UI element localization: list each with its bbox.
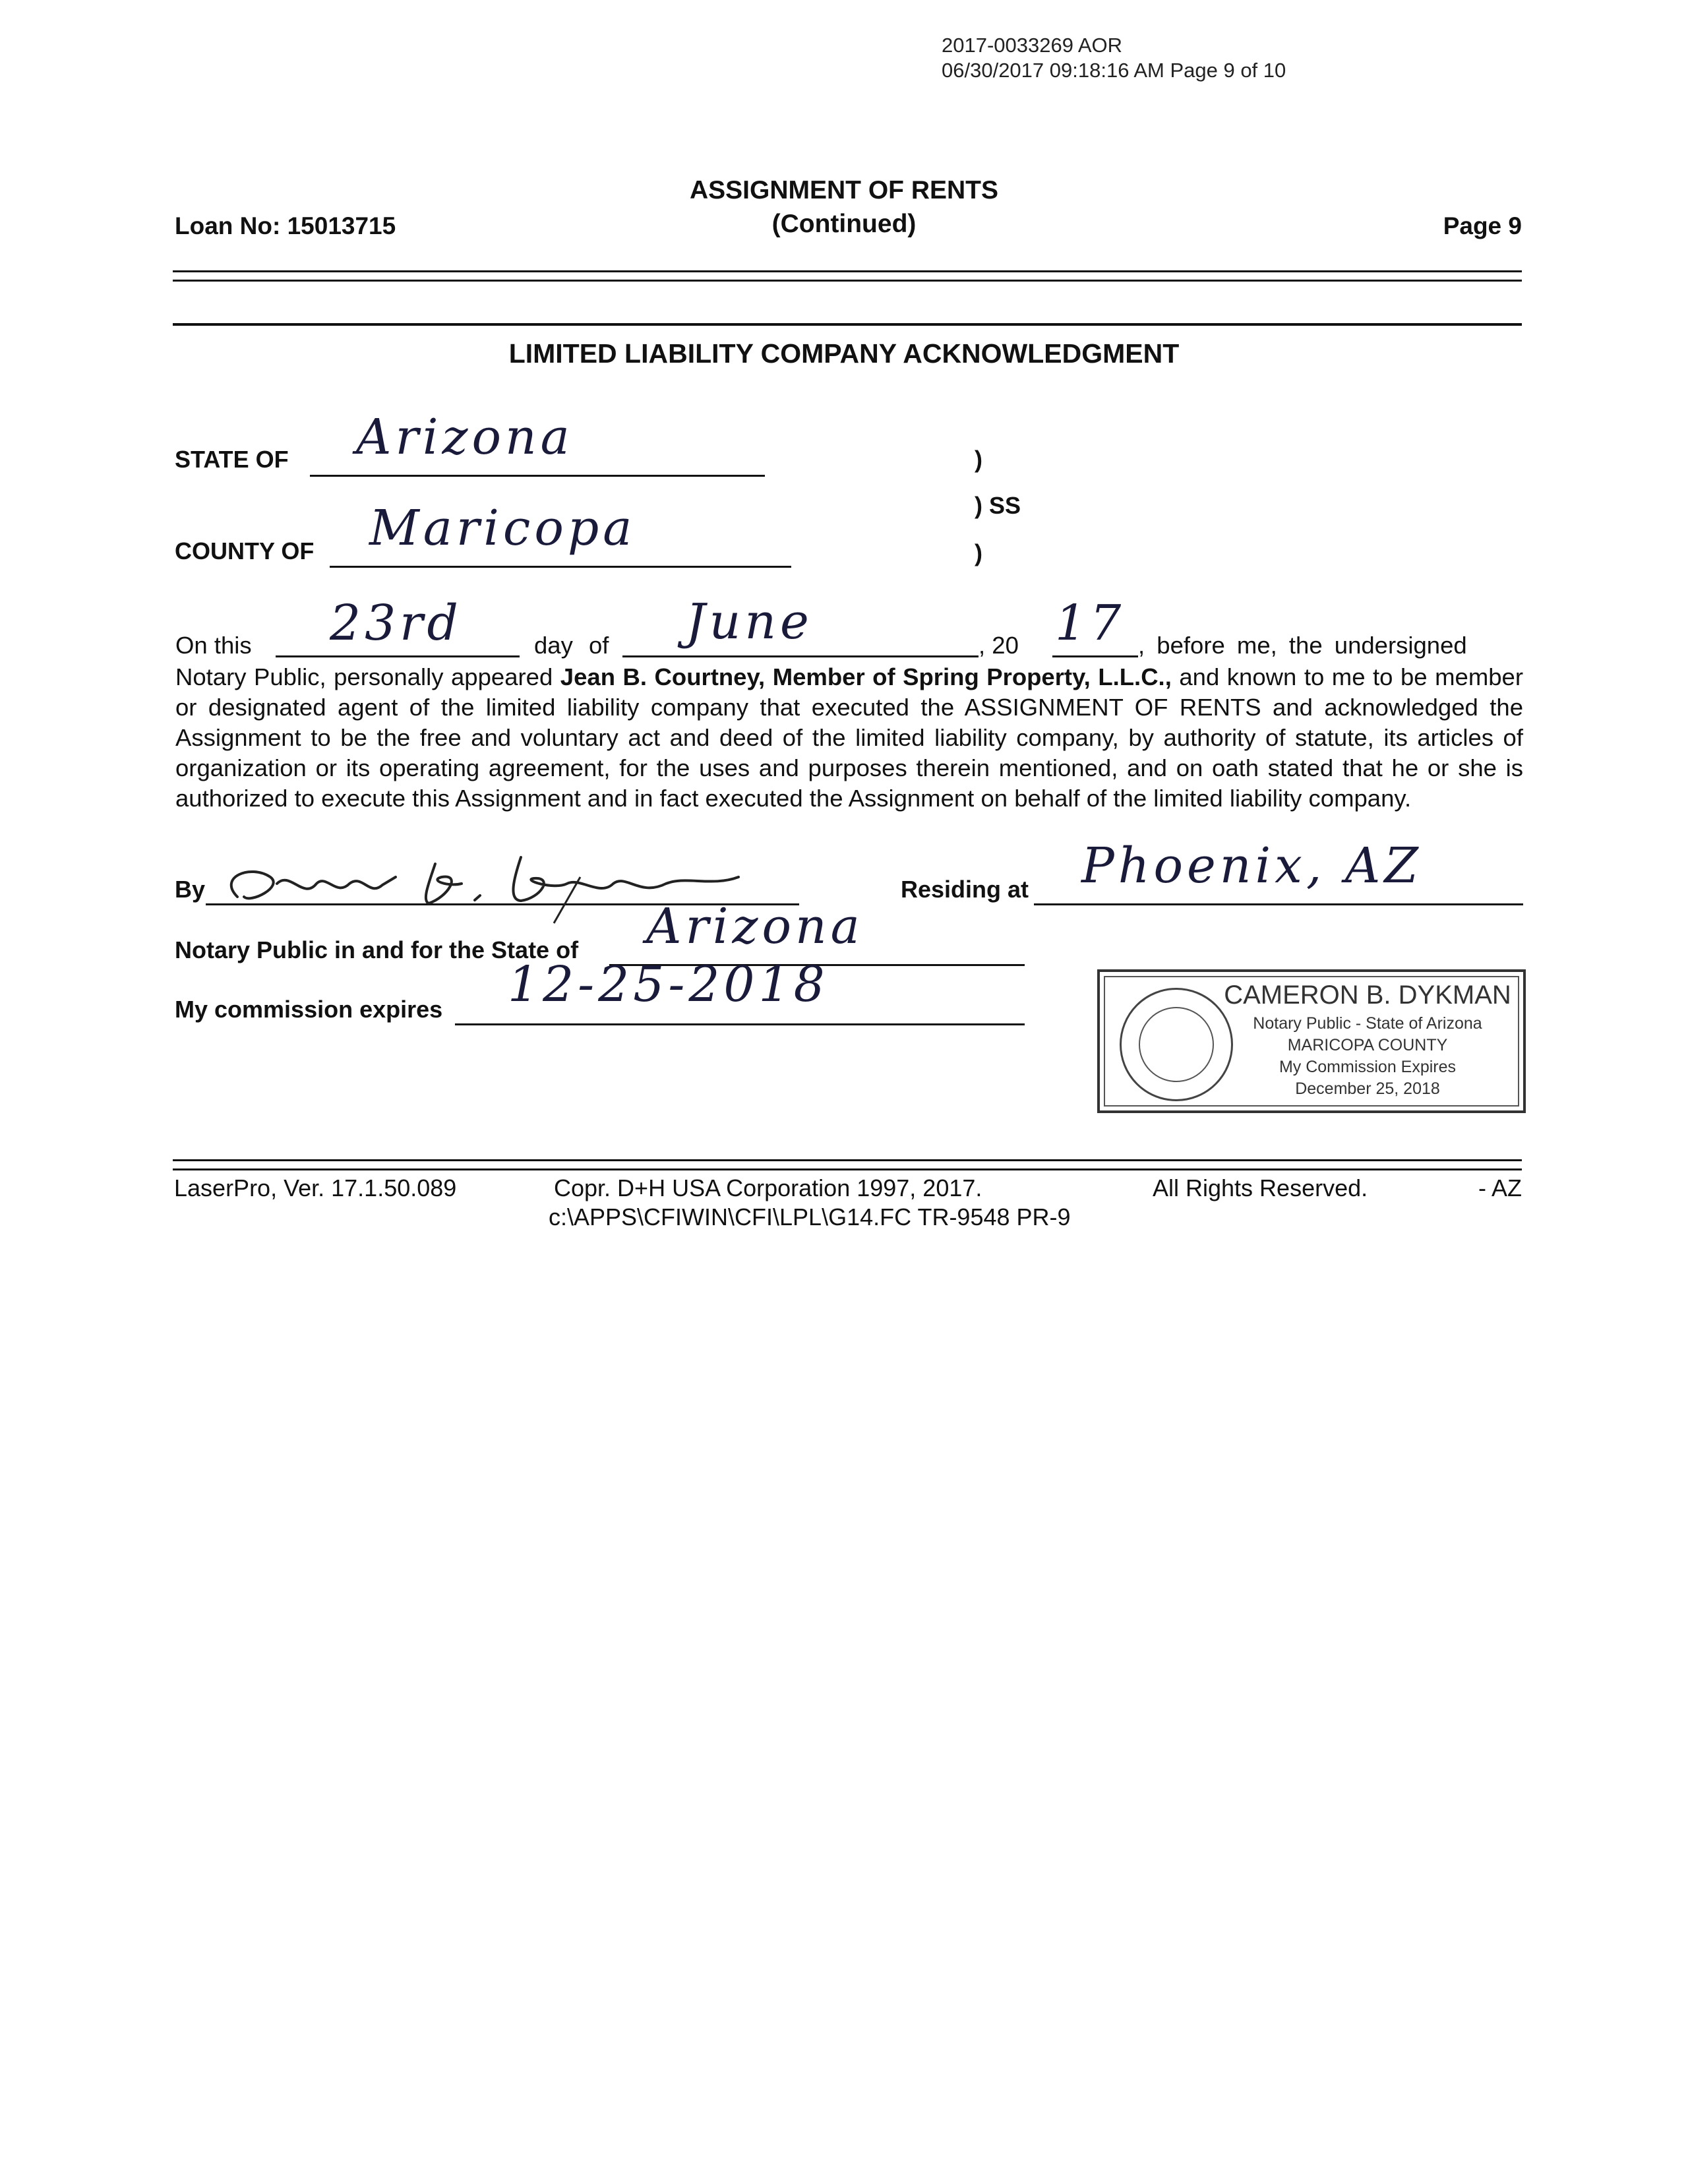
- recording-timestamp: 06/30/2017 09:18:16 AM Page 9 of 10: [942, 59, 1286, 82]
- state-label: STATE OF: [175, 446, 289, 473]
- footer-copyright: Copr. D+H USA Corporation 1997, 2017.: [554, 1174, 982, 1201]
- stamp-commission-label: My Commission Expires: [1279, 1058, 1457, 1076]
- notary-state-label: Notary Public in and for the State of: [175, 936, 579, 963]
- venue-paren-3: ): [975, 539, 982, 566]
- document-title: ASSIGNMENT OF RENTS: [689, 176, 999, 204]
- year-handwritten: 17: [1055, 595, 1126, 652]
- commission-label: My commission expires: [175, 996, 443, 1023]
- venue-paren-1: ): [975, 446, 982, 473]
- document-subtitle: (Continued): [771, 210, 917, 238]
- appeared-name: Jean B. Courtney, Member of Spring Property, L.L.C.,: [560, 663, 1172, 690]
- seal-inner-ring: [1139, 1007, 1214, 1082]
- notary-stamp: [1097, 969, 1526, 1113]
- footer-divider-top: [173, 1159, 1522, 1161]
- recording-doc-number: 2017-0033269 AOR: [942, 34, 1123, 57]
- before-me-text: , before me, the undersigned: [1138, 632, 1467, 659]
- by-label: By: [175, 876, 206, 903]
- recording-stamp: [942, 33, 1286, 83]
- commission-handwritten: 12-25-2018: [508, 956, 829, 1013]
- venue-paren-ss: ) SS: [975, 492, 1021, 519]
- county-label: COUNTY OF: [175, 537, 315, 564]
- footer-rights: All Rights Reserved.: [1153, 1174, 1368, 1201]
- section-divider: [173, 323, 1522, 326]
- footer-divider-bottom: [173, 1168, 1522, 1170]
- on-this-text: On this: [175, 632, 252, 659]
- stamp-county: MARICOPA COUNTY: [1287, 1036, 1448, 1054]
- header-divider-bottom: [173, 280, 1522, 282]
- section-title: LIMITED LIABILITY COMPANY ACKNOWLEDGMENT: [508, 338, 1180, 369]
- month-handwritten: June: [686, 593, 813, 650]
- day-handwritten: 23rd: [330, 595, 462, 652]
- day-of-text: day of: [534, 632, 609, 659]
- body-line1-start: Notary Public, personally appeared: [175, 663, 560, 690]
- page-number: Page 9: [1443, 212, 1522, 239]
- stamp-commission-date: December 25, 2018: [1295, 1079, 1440, 1098]
- acknowledgment-body: [175, 662, 1523, 814]
- county-handwritten: Maricopa: [369, 500, 636, 557]
- body-line1-end: and known to me to: [1171, 663, 1393, 690]
- stamp-notary-name: CAMERON B. DYKMAN: [1224, 981, 1511, 1010]
- stamp-notary-title: Notary Public - State of Arizona: [1253, 1014, 1482, 1033]
- footer-product: LaserPro, Ver. 17.1.50.089: [174, 1174, 457, 1201]
- residing-label: Residing at: [901, 876, 1029, 903]
- notary-state-handwritten: Arizona: [646, 898, 864, 955]
- state-handwritten: Arizona: [356, 409, 574, 466]
- body-rest: be member or designated agent of the limited liability company that executed the ASSIGNMENT OF RENTS and acknowledged the Assignment to be the free and voluntary act and deed of the limited liability company, by authority of statute, its articles of organization or its operating agreement, for the uses and purposes therein mentioned, and on oath stated that he or she is authorized to execute this Assignment and in fact executed the Assignment on behalf of the limited liability company.: [175, 663, 1523, 812]
- header-divider-top: [173, 270, 1522, 272]
- footer-state: - AZ: [1478, 1174, 1522, 1201]
- footer-file-path: c:\APPS\CFIWIN\CFI\LPL\G14.FC TR-9548 PR-9: [549, 1203, 1071, 1230]
- residing-handwritten: Phoenix, AZ: [1081, 837, 1422, 894]
- year-prefix-text: , 20: [979, 632, 1019, 659]
- loan-number: Loan No: 15013715: [175, 212, 396, 239]
